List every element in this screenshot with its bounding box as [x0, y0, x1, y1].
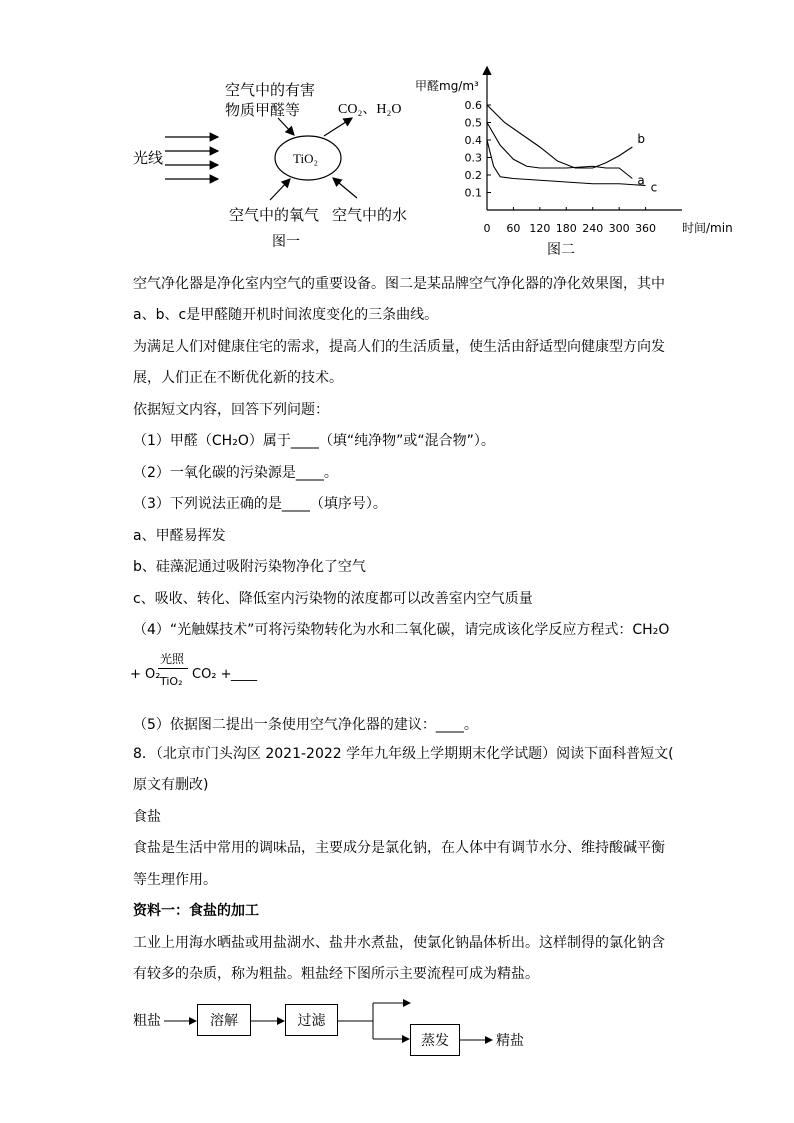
y-tick-label: 0.3 [464, 151, 482, 165]
paragraph-1-line-2: a、b、c是甲醛随开机时间浓度变化的三条曲线。 [133, 307, 439, 323]
x-tick-label: 300 [608, 222, 630, 235]
filter-box [285, 1004, 338, 1036]
figure-2 [415, 62, 733, 262]
series-a-line [487, 123, 632, 179]
x-tick-label: 240 [582, 222, 604, 235]
water-arrow [333, 178, 357, 198]
material-1-heading: 资料一：食盐的加工 [133, 903, 259, 919]
equation-right: CO₂ + [192, 667, 232, 682]
pollutant-arrow [278, 118, 294, 135]
pollutant-label-line2: 物质甲醛等 [225, 101, 301, 119]
filter-label: 过滤 [297, 1013, 326, 1029]
x-tick-label: 0 [483, 222, 491, 235]
question-5: （5）依据图二提出一条使用空气净化器的建议：____。 [133, 717, 478, 733]
condition-top: 光照 [160, 652, 185, 666]
flow-start: 粗盐 [133, 1013, 161, 1029]
option-a: a、甲醛易挥发 [133, 528, 226, 544]
x-tick-label: 360 [635, 222, 657, 235]
reaction-bar [158, 668, 188, 669]
passage-heading: 食盐 [133, 809, 161, 825]
option-c: c、吸收、转化、降低室内污染物的浓度都可以改善室内空气质量 [133, 591, 533, 607]
x-axis-label: 时间/min [682, 221, 733, 235]
flow-arrows [130, 995, 550, 1065]
formaldehyde-chart [415, 62, 733, 262]
y-tick-label: 0.4 [464, 134, 482, 147]
evaporate-box [410, 1024, 460, 1056]
dissolve-box [197, 1004, 251, 1036]
series-c-line [487, 140, 646, 186]
intro-line-1: 食盐是生活中常用的调味品，主要成分是氯化钠，在人体中有调节水分、维持酸碱平衡 [133, 840, 665, 856]
paragraph-2-line-1: 为满足人们对健康住宅的需求，提高人们的生活质量，使生活由舒适型向健康型方向发 [133, 339, 665, 355]
catalyst-label: TiO₂ [293, 151, 319, 166]
y-axis-label: 甲醛mg/m³ [415, 79, 479, 93]
material-1-line-1: 工业上用海水晒盐或用盐湖水、盐井水煮盐，使氯化钠晶体析出。这样制得的氯化钠含 [133, 935, 665, 951]
question-3: （3）下列说法正确的是____（填序号）。 [133, 496, 387, 512]
equation-blank: ____ [231, 667, 257, 682]
instruction-text: 依据短文内容，回答下列问题： [133, 402, 329, 418]
series-a-label: a [637, 173, 645, 188]
figure-1 [120, 70, 420, 260]
option-b: b、硅藻泥通过吸附污染物净化了空气 [133, 559, 366, 575]
water-label: 空气中的水 [332, 206, 408, 224]
y-tick-label: 0.1 [464, 186, 482, 200]
material-1-line-2: 有较多的杂质，称为粗盐。粗盐经下图所示主要流程可成为精盐。 [133, 966, 539, 982]
condition-bottom: TiO₂ [160, 675, 183, 688]
products-label: CO₂、H₂O [338, 102, 402, 117]
x-tick-label: 120 [529, 222, 551, 235]
series-c-label: c [650, 180, 658, 195]
equation-left: + O₂ [130, 667, 161, 682]
oxygen-label: 空气中的氧气 [229, 206, 320, 224]
product-arrow [324, 118, 352, 136]
y-tick-label: 0.2 [464, 169, 482, 182]
evaporate-label: 蒸发 [421, 1033, 449, 1049]
intro-line-2: 等生理作用。 [133, 872, 217, 888]
series-b-line [487, 105, 632, 168]
pollutant-label-line1: 空气中的有害 [225, 81, 316, 99]
y-tick-label: 0.6 [464, 99, 482, 112]
series-b-label: b [637, 132, 645, 146]
equation [130, 648, 430, 698]
item-8-line-2: 原文有删改) [133, 777, 209, 793]
dissolve-label: 溶解 [210, 1013, 238, 1029]
x-tick-label: 180 [555, 222, 577, 235]
light-label: 光线 [133, 149, 164, 167]
salt-flow-diagram [130, 995, 550, 1065]
oxygen-arrow [270, 179, 290, 200]
figure-1-caption: 图一 [272, 234, 300, 250]
item-8-line-1: 8．（北京市门头沟区 2021-2022 学年九年级上学期期末化学试题）阅读下面科普短文( [133, 746, 674, 762]
flow-end: 精盐 [496, 1033, 524, 1049]
figure-2-caption: 图二 [547, 242, 575, 258]
y-tick-label: 0.5 [464, 116, 482, 130]
question-4: （4）“光触媒技术”可将污染物转化为水和二氧化碳，请完成该化学反应方程式：CH₂O [133, 622, 670, 638]
question-2: （2）一氧化碳的污染源是____。 [133, 465, 338, 481]
paragraph-2-line-2: 展，人们正在不断优化新的技术。 [133, 370, 343, 386]
question-1: （1）甲醛（CH₂O）属于____（填“纯净物”或“混合物”）。 [133, 433, 495, 449]
paragraph-1-line-1: 空气净化器是净化室内空气的重要设备。图二是某品牌空气净化器的净化效果图，其中 [133, 276, 665, 292]
x-tick-label: 60 [506, 222, 521, 235]
